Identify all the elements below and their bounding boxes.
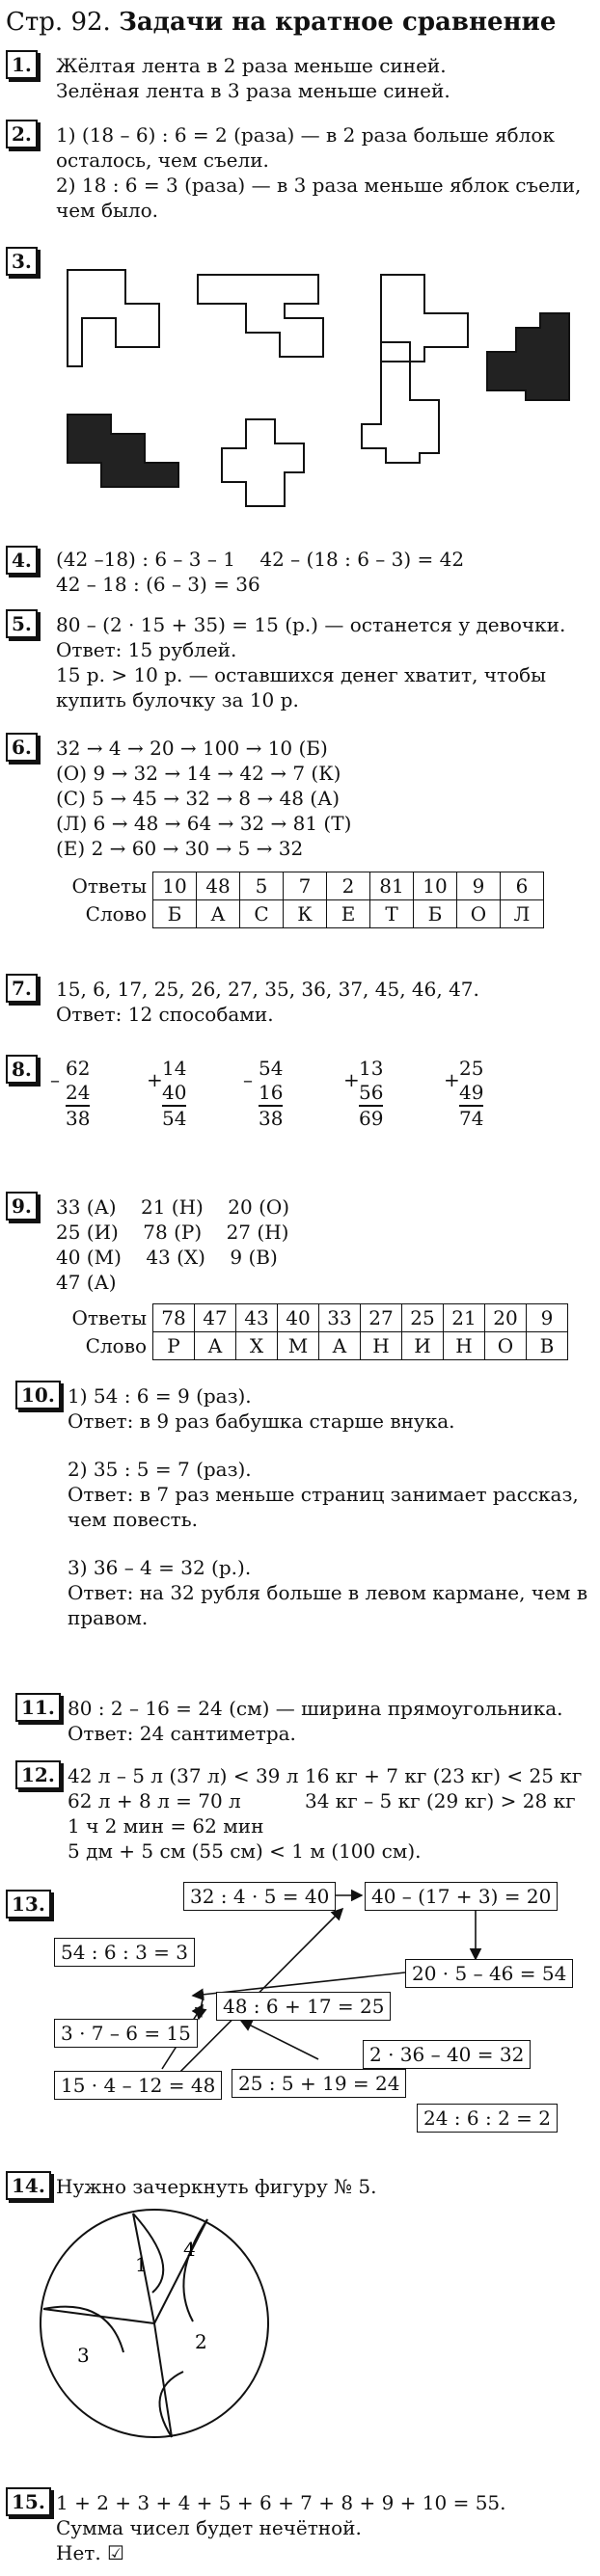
calc-column-5 [444, 1057, 484, 1131]
task-6-word-row [56, 900, 544, 928]
calc-top: 14 [162, 1057, 187, 1080]
answer-cell: 78 [153, 1304, 195, 1332]
letter-cell: Х [236, 1332, 278, 1360]
answer-cell: 9 [527, 1304, 568, 1332]
expr-box: 24 : 6 : 2 = 2 [417, 2104, 558, 2133]
calc-result: 38 [259, 1107, 284, 1130]
figure-5 [222, 419, 304, 506]
answer-cell: 20 [485, 1304, 527, 1332]
task-7-number: 7. [6, 974, 38, 1003]
letter-cell: А [319, 1332, 361, 1360]
task-9-answers-row [56, 1304, 568, 1332]
figure-2 [198, 275, 323, 357]
letter-cell: А [195, 1332, 236, 1360]
task-10-line-2: Ответ: в 9 раз бабушка старше внука. [68, 1409, 455, 1433]
calc-op: + [444, 1068, 460, 1091]
task-15-line-3: Нет. ☑ [56, 2541, 124, 2564]
answer-cell: 5 [240, 872, 284, 900]
task-10-line-5: чем повесть. [68, 1508, 198, 1531]
task-6-line-3: (С) 5 → 45 → 32 → 8 → 48 (А) [56, 787, 341, 810]
calc-op: – [50, 1068, 60, 1091]
figure-label-1: 1 [135, 2253, 148, 2276]
task-5-line-1: 80 – (2 · 15 + 35) = 15 (р.) — останется у девочки. [56, 613, 566, 636]
letter-cell: В [527, 1332, 568, 1360]
task-14-circle-figure [39, 2208, 270, 2439]
calc-bottom: 49 [459, 1081, 484, 1104]
figure-1 [68, 270, 159, 366]
task-8-number: 8. [6, 1055, 38, 1084]
task-10-line-6: 3) 36 – 4 = 32 (р.). [68, 1556, 252, 1579]
task-11-number: 11. [15, 1693, 61, 1722]
letter-cell: И [402, 1332, 444, 1360]
answer-cell: 81 [370, 872, 414, 900]
task-9-line-1: 33 (А) 21 (Н) 20 (О) [56, 1195, 290, 1219]
calc-op: + [147, 1068, 163, 1091]
letter-cell: Т [370, 900, 414, 928]
page-header [6, 8, 556, 37]
calc-column-3 [243, 1057, 284, 1131]
task-5-line-4: купить булочку за 10 р. [56, 688, 299, 711]
task-6-line-1: 32 → 4 → 20 → 100 → 10 (Б) [56, 737, 328, 760]
expr-box: 32 : 4 · 5 = 40 [183, 1882, 336, 1911]
task-10-number: 10. [15, 1381, 61, 1409]
figure-label-4: 4 [183, 2238, 196, 2261]
expr-box: 54 : 6 : 3 = 3 [54, 1938, 195, 1967]
expr-box: 40 – (17 + 3) = 20 [365, 1882, 558, 1911]
calc-result: 54 [162, 1107, 187, 1130]
task-2-line-2: осталось, чем съели. [56, 148, 269, 172]
task-9-line-4: 47 (А) [56, 1271, 117, 1294]
letter-cell: О [457, 900, 501, 928]
task-5-line-3: 15 р. > 10 р. — оставшихся денег хватит, чтобы [56, 663, 547, 686]
task-2-line-1: 1) (18 – 6) : 6 = 2 (раза) — в 2 раза больше яблок [56, 123, 555, 147]
answer-cell: 48 [197, 872, 240, 900]
task-10-line-3: 2) 35 : 5 = 7 (раз). [68, 1458, 252, 1481]
calc-bottom: 24 [66, 1081, 91, 1104]
task-6-line-5: (Е) 2 → 60 → 30 → 5 → 32 [56, 837, 304, 860]
answer-cell: 43 [236, 1304, 278, 1332]
letter-cell: Б [153, 900, 197, 928]
word-label: Слово [85, 902, 147, 926]
task-15-line-1: 1 + 2 + 3 + 4 + 5 + 6 + 7 + 8 + 9 + 10 = 55. [56, 2491, 506, 2514]
figure-6 [362, 342, 439, 463]
calc-bottom: 40 [162, 1081, 187, 1104]
expr-box: 25 : 5 + 19 = 24 [232, 2069, 406, 2098]
task-6-line-2: (О) 9 → 32 → 14 → 42 → 7 (К) [56, 762, 341, 785]
task-1-line-2: Зелёная лента в 3 раза меньше синей. [56, 79, 450, 102]
calc-bottom: 56 [359, 1081, 384, 1104]
task-5-line-2: Ответ: 15 рублей. [56, 638, 237, 661]
answer-cell: 25 [402, 1304, 444, 1332]
figure-label-3: 3 [77, 2344, 90, 2367]
task-12-right-1: 16 кг + 7 кг (23 кг) < 25 кг [305, 1764, 583, 1787]
task-3-figures [0, 241, 600, 559]
task-4-line-1: (42 –18) : 6 – 3 – 1 42 – (18 : 6 – 3) = 42 [56, 548, 465, 571]
task-10-line-1: 1) 54 : 6 = 9 (раз). [68, 1384, 252, 1408]
letter-cell: Б [414, 900, 457, 928]
task-15-line-2: Сумма чисел будет нечётной. [56, 2516, 362, 2539]
task-12-left-1: 42 л – 5 л (37 л) < 39 л [68, 1764, 299, 1787]
figure-4 [68, 415, 178, 487]
letter-cell: Р [153, 1332, 195, 1360]
answers-label: Ответы [71, 1306, 147, 1329]
task-12-number: 12. [15, 1760, 61, 1789]
page-title: Задачи на кратное сравнение [119, 8, 557, 37]
answer-cell: 27 [361, 1304, 402, 1332]
answers-label: Ответы [71, 874, 147, 898]
task-10-line-8: правом. [68, 1606, 149, 1629]
figure-label-2: 2 [195, 2330, 207, 2353]
task-9-answer-table [56, 1303, 568, 1360]
task-2-line-3: 2) 18 : 6 = 3 (раза) — в 3 раза меньше яблок съели, [56, 174, 582, 197]
task-14-number: 14. [6, 2171, 51, 2200]
task-3-number: 3. [6, 247, 38, 276]
calc-column-1 [50, 1057, 91, 1131]
task-2-number: 2. [6, 120, 38, 148]
answer-cell: 40 [278, 1304, 319, 1332]
letter-cell: К [284, 900, 327, 928]
figure-7 [487, 313, 569, 400]
task-6-answers-row [56, 872, 544, 900]
letter-cell: М [278, 1332, 319, 1360]
task-1-line-1: Жёлтая лента в 2 раза меньше синей. [56, 54, 447, 77]
task-14-text: Нужно зачеркнуть фигуру № 5. [56, 2175, 377, 2198]
letter-cell: А [197, 900, 240, 928]
answer-cell: 10 [153, 872, 197, 900]
figure-3 [381, 275, 468, 362]
calc-top: 13 [359, 1057, 384, 1080]
task-10-line-4: Ответ: в 7 раз меньше страниц занимает рассказ, [68, 1483, 579, 1506]
calc-op: + [343, 1068, 360, 1091]
page-number: Стр. 92. [6, 8, 111, 37]
calc-column-2 [147, 1057, 187, 1131]
letter-cell: Н [444, 1332, 485, 1360]
task-9-line-2: 25 (И) 78 (Р) 27 (Н) [56, 1221, 289, 1244]
calc-bottom: 16 [259, 1081, 284, 1104]
letter-cell: Е [327, 900, 370, 928]
expr-box: 2 · 36 – 40 = 32 [363, 2040, 531, 2069]
letter-cell: О [485, 1332, 527, 1360]
task-4-line-2: 42 – 18 : (6 – 3) = 36 [56, 573, 260, 596]
task-9-word-row [56, 1332, 568, 1360]
task-5-number: 5. [6, 609, 38, 638]
task-12-left-2: 62 л + 8 л = 70 л [68, 1789, 241, 1812]
task-12-left-4: 5 дм + 5 см (55 см) < 1 м (100 см). [68, 1839, 422, 1863]
expr-box: 3 · 7 – 6 = 15 [54, 2019, 198, 2048]
task-7-line-1: 15, 6, 17, 25, 26, 27, 35, 36, 37, 45, 46, 47. [56, 978, 479, 1001]
task-10-line-7: Ответ: на 32 рубля больше в левом кармане, чем в [68, 1581, 588, 1604]
answer-cell: 2 [327, 872, 370, 900]
expr-box: 15 · 4 – 12 = 48 [54, 2071, 222, 2100]
letter-cell: Н [361, 1332, 402, 1360]
answer-cell: 10 [414, 872, 457, 900]
calc-op: – [243, 1068, 253, 1091]
task-9-line-3: 40 (М) 43 (Х) 9 (В) [56, 1246, 278, 1269]
expr-box: 20 · 5 – 46 = 54 [405, 1959, 573, 1988]
task-4-number: 4. [6, 546, 38, 575]
calc-result: 38 [66, 1107, 91, 1130]
calc-top: 54 [259, 1057, 284, 1080]
task-15-number: 15. [6, 2487, 51, 2516]
answer-cell: 7 [284, 872, 327, 900]
answer-cell: 6 [501, 872, 544, 900]
task-6-answer-table [56, 872, 544, 928]
calc-top: 25 [459, 1057, 484, 1080]
answer-cell: 9 [457, 872, 501, 900]
task-6-number: 6. [6, 733, 38, 762]
task-6-line-4: (Л) 6 → 48 → 64 → 32 → 81 (Т) [56, 812, 352, 835]
task-12-left-3: 1 ч 2 мин = 62 мин [68, 1814, 264, 1838]
task-2-line-4: чем было. [56, 199, 159, 222]
letter-cell: С [240, 900, 284, 928]
task-11-line-2: Ответ: 24 сантиметра. [68, 1722, 296, 1745]
answer-cell: 33 [319, 1304, 361, 1332]
letter-cell: Л [501, 900, 544, 928]
task-13-number: 13. [6, 1890, 51, 1919]
calc-result: 74 [459, 1107, 484, 1130]
expr-box: 48 : 6 + 17 = 25 [216, 1992, 391, 2021]
task-12-right-2: 34 кг – 5 кг (29 кг) > 28 кг [305, 1789, 576, 1812]
task-1-number: 1. [6, 50, 38, 79]
calc-column-4 [343, 1057, 384, 1131]
answer-cell: 47 [195, 1304, 236, 1332]
calc-top: 62 [66, 1057, 91, 1080]
task-11-line-1: 80 : 2 – 16 = 24 (см) — ширина прямоугольника. [68, 1697, 563, 1720]
word-label: Слово [85, 1334, 147, 1357]
calc-result: 69 [359, 1107, 384, 1130]
answer-cell: 21 [444, 1304, 485, 1332]
task-7-line-2: Ответ: 12 способами. [56, 1003, 274, 1026]
task-9-number: 9. [6, 1192, 38, 1221]
